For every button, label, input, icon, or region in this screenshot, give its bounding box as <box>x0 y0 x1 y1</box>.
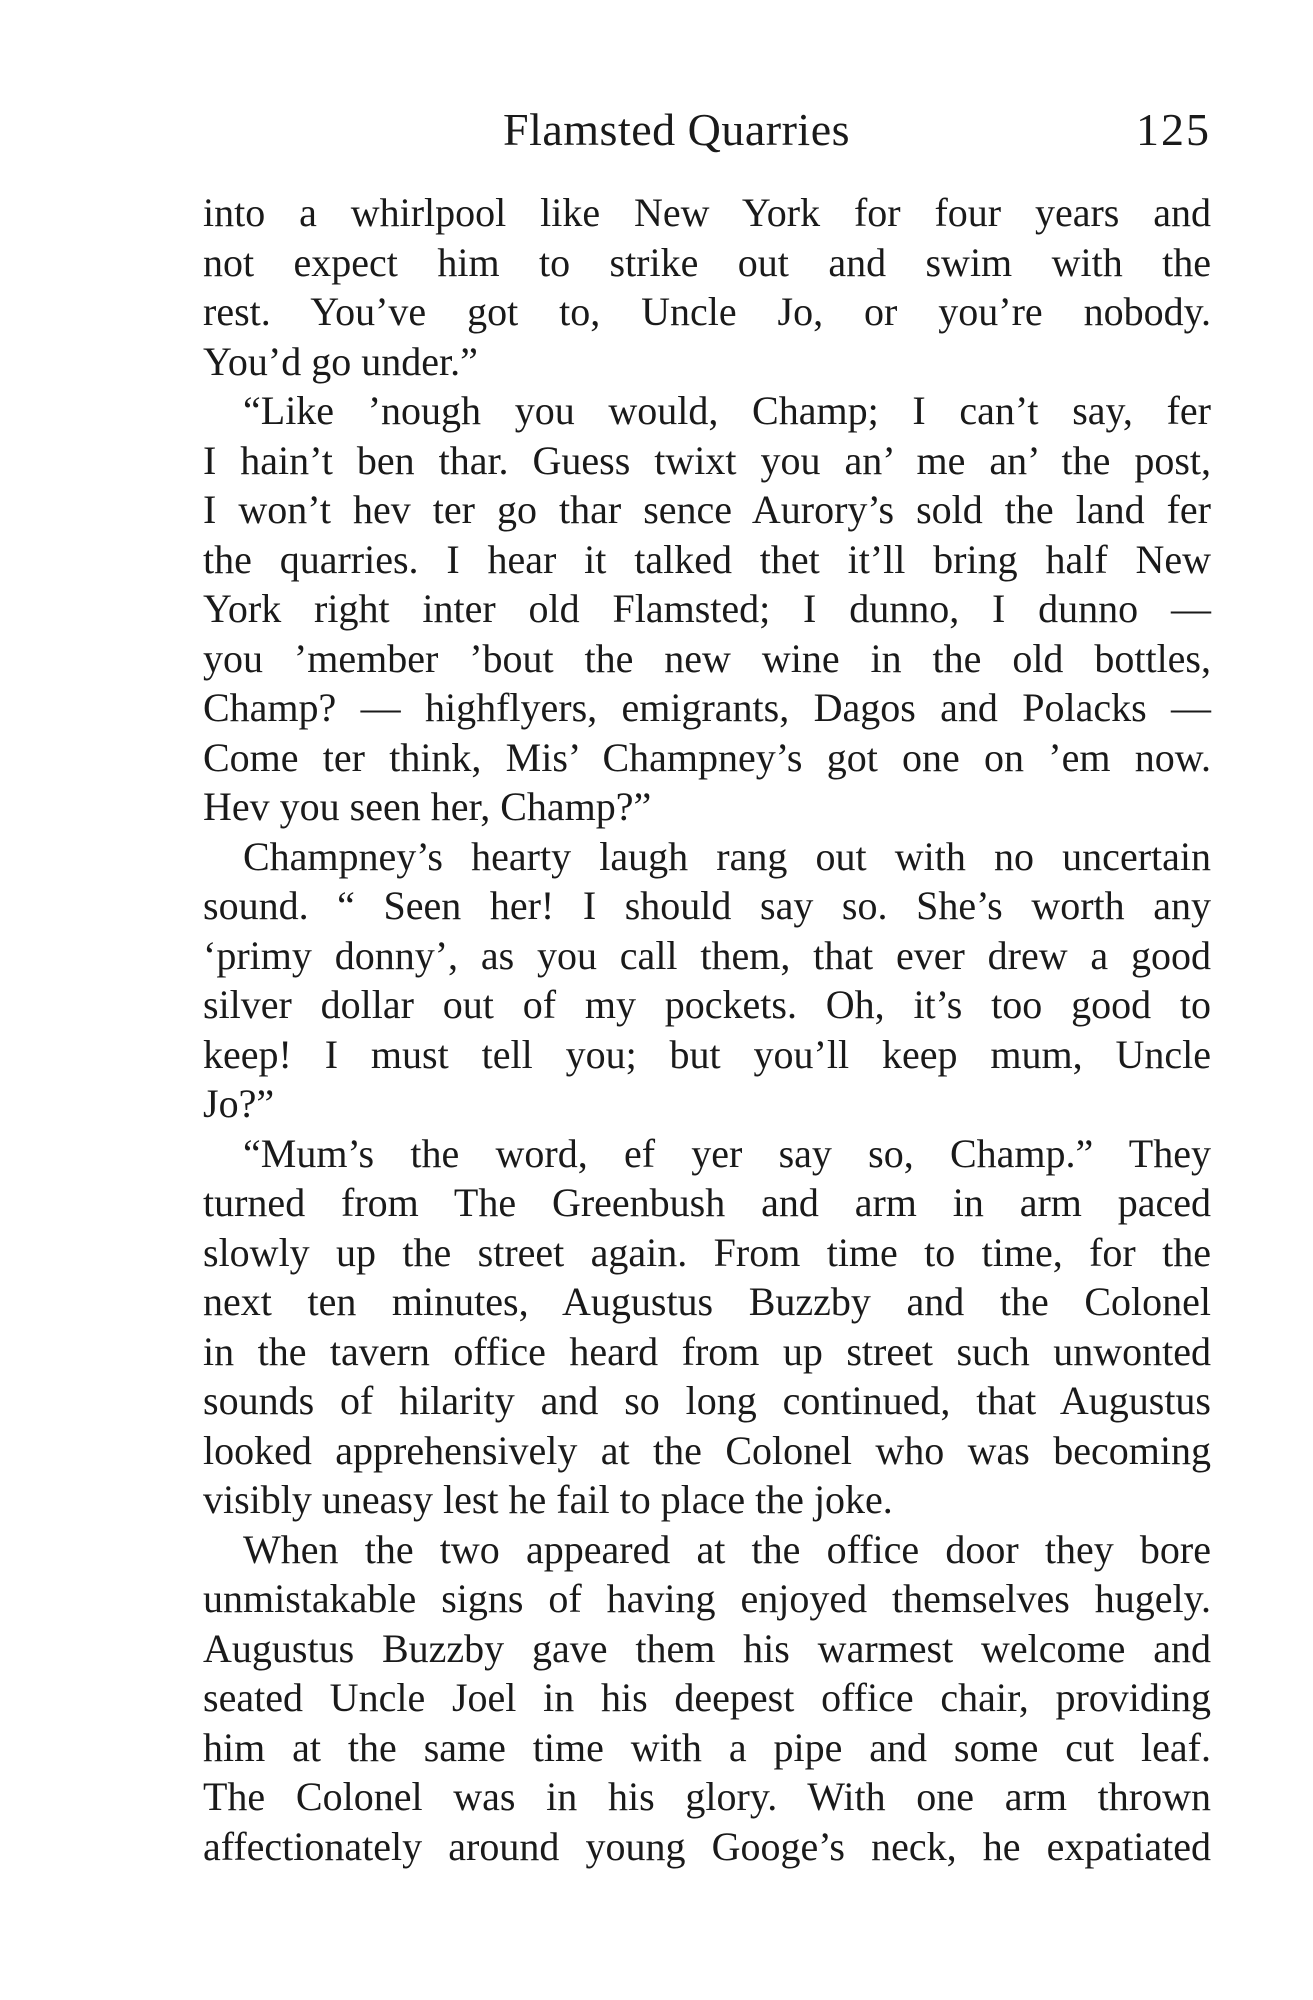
text-line: affectionately around young Googe’s neck, he expatiated <box>203 1823 1211 1869</box>
text-line: visibly uneasy lest he fail to place the joke. <box>203 1477 893 1522</box>
text-line: next ten minutes, Augustus Buzzby and the Colonel <box>203 1279 1211 1324</box>
text-line: “Mum’s the word, ef yer say so, Champ.” They <box>243 1130 1211 1176</box>
text-line: sounds of hilarity and so long continued, that Augustus <box>203 1378 1211 1423</box>
text-line: ‘primy donny’, as you call them, that ever drew a good <box>203 932 1211 978</box>
text-line: Champ? — highflyers, emigrants, Dagos and Polacks — <box>203 685 1211 730</box>
text-line: York right inter old Flamsted; I dunno, I dunno — <box>203 586 1211 631</box>
text-line: “Like ’nough you would, Champ; I can’t say, fer <box>243 388 1211 433</box>
text-line: seated Uncle Joel in his deepest office chair, providing <box>203 1675 1211 1720</box>
page-number: 125 <box>1136 104 1211 155</box>
text-line: You’d go under.” <box>203 338 478 384</box>
text-line: in the tavern office heard from up street such unwonted <box>203 1328 1211 1374</box>
text-line: into a whirlpool like New York for four years and <box>203 190 1211 235</box>
text-line: I hain’t ben thar. Guess twixt you an’ me an’ the post, <box>203 437 1211 483</box>
body-text <box>203 188 1211 1871</box>
running-head <box>203 100 1211 160</box>
text-line: him at the same time with a pipe and some cut leaf. <box>203 1724 1211 1770</box>
text-line: The Colonel was in his glory. With one arm thrown <box>203 1774 1211 1819</box>
text-line: When the two appeared at the office door they bore <box>243 1526 1211 1572</box>
text-line: Jo?” <box>203 1081 275 1126</box>
text-line: sound. “ Seen her! I should say so. She’s worth any <box>203 883 1211 928</box>
text-line: rest. You’ve got to, Uncle Jo, or you’re nobody. <box>203 289 1211 334</box>
text-line: turned from The Greenbush and arm in arm paced <box>203 1180 1211 1225</box>
text-line: Hev you seen her, Champ?” <box>203 784 652 829</box>
running-title: Flamsted Quarries <box>503 104 851 155</box>
text-line: silver dollar out of my pockets. Oh, it’s too good to <box>203 982 1211 1027</box>
text-line: unmistakable signs of having enjoyed themselves hugely. <box>203 1576 1211 1621</box>
text-line: looked apprehensively at the Colonel who was becoming <box>203 1427 1211 1473</box>
text-line: you ’member ’bout the new wine in the old bottles, <box>203 635 1211 681</box>
text-line: Champney’s hearty laugh rang out with no uncertain <box>243 833 1211 879</box>
text-line: keep! I must tell you; but you’ll keep mum, Uncle <box>203 1031 1211 1077</box>
text-line: not expect him to strike out and swim with the <box>203 239 1211 285</box>
text-line: slowly up the street again. From time to time, for the <box>203 1229 1211 1275</box>
text-line: Augustus Buzzby gave them his warmest welcome and <box>203 1625 1211 1671</box>
text-line: Come ter think, Mis’ Champney’s got one on ’em now. <box>203 734 1211 780</box>
text-line: I won’t hev ter go thar sence Aurory’s sold the land fer <box>203 487 1211 532</box>
text-line: the quarries. I hear it talked thet it’ll bring half New <box>203 536 1211 582</box>
